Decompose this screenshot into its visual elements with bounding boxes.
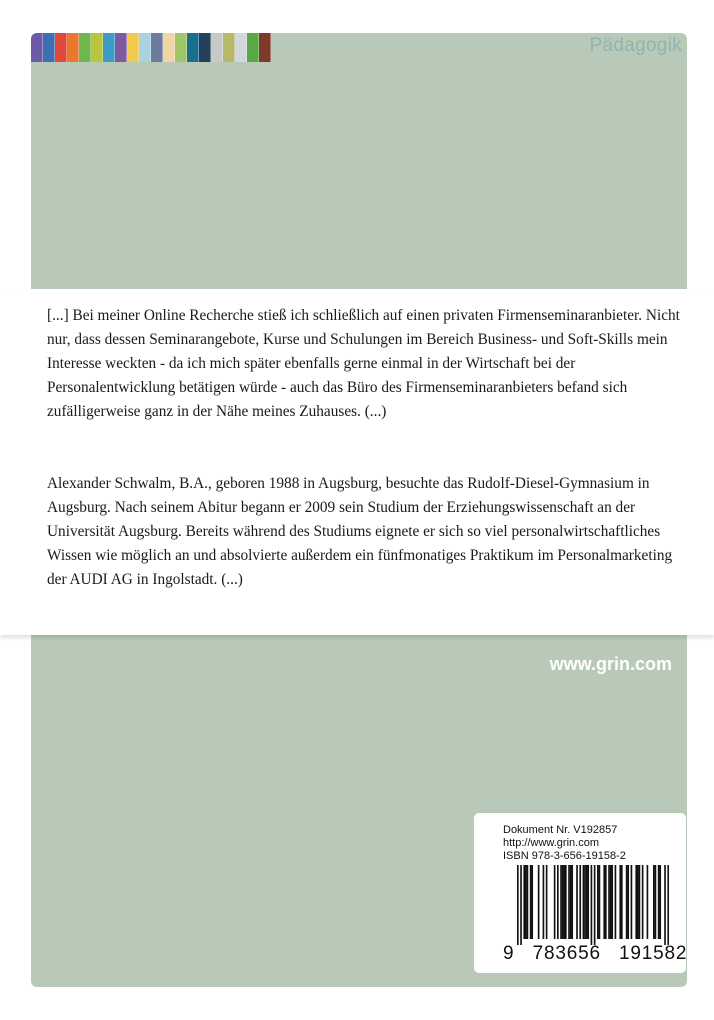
isbn-url: http://www.grin.com <box>503 837 599 849</box>
barcode-bar <box>517 865 519 945</box>
barcode-bar <box>664 865 666 945</box>
barcode-bar <box>605 865 607 939</box>
blurb-paragraph-excerpt: [...] Bei meiner Online Recherche stieß ich schließlich auf einen privaten Firmenseminaranbieter. Nicht nur, dass dessen Seminarangebote, Kurse und Schulungen im Bereich Business- und Soft-Skills mein Interesse weckten - da ich mich später ebenfalls gerne einmal in der Wirtschaft bei der Personalentwicklung betätigen würde - auch das Büro des Firmenseminaranbieters befand sich zufälligerweise ganz in der Nähe meines Zuhauses. (...) <box>47 307 680 420</box>
color-stripe <box>175 33 187 62</box>
color-stripe <box>67 33 79 62</box>
barcode-bar <box>527 865 529 939</box>
color-stripe <box>247 33 259 62</box>
barcode-bar <box>603 865 605 939</box>
barcode-bar <box>653 865 655 939</box>
isbn-box <box>474 813 686 973</box>
color-stripe <box>127 33 139 62</box>
barcode-bar <box>579 865 581 939</box>
barcode-bar <box>571 865 573 939</box>
barcode-bar <box>563 865 565 939</box>
barcode-bar <box>621 865 623 939</box>
barcode-bar <box>642 865 644 939</box>
barcode-bar <box>631 865 633 939</box>
barcode-bar <box>655 865 657 939</box>
document-number: Dokument Nr. V192857 <box>503 824 618 836</box>
barcode-bar <box>530 865 532 939</box>
color-stripe <box>43 33 55 62</box>
barcode <box>517 865 669 945</box>
barcode-bar <box>546 865 548 939</box>
barcode-bar <box>647 865 649 939</box>
color-stripe-band <box>31 33 271 62</box>
color-stripe <box>199 33 211 62</box>
barcode-bar <box>523 865 525 939</box>
color-stripe <box>91 33 103 62</box>
barcode-bar <box>560 865 562 939</box>
barcode-bar <box>637 865 639 939</box>
barcode-bar <box>619 865 621 939</box>
barcode-bar <box>543 865 545 939</box>
barcode-bar <box>626 865 628 939</box>
barcode-bar <box>597 865 599 939</box>
barcode-bar <box>635 865 637 939</box>
category-label: Pädagogik <box>589 35 682 56</box>
color-stripe <box>235 33 247 62</box>
barcode-bar <box>531 865 533 939</box>
barcode-bar <box>576 865 578 939</box>
barcode-bar <box>639 865 641 939</box>
barcode-bar <box>568 865 570 939</box>
barcode-bar <box>599 865 601 939</box>
barcode-bar <box>584 865 586 939</box>
color-stripe <box>187 33 199 62</box>
barcode-bar <box>627 865 629 939</box>
color-stripe <box>103 33 115 62</box>
color-stripe <box>151 33 163 62</box>
barcode-bar <box>587 865 589 939</box>
publisher-url[interactable]: www.grin.com <box>549 654 672 674</box>
barcode-bar <box>570 865 572 939</box>
color-stripe <box>55 33 67 62</box>
color-stripe <box>223 33 235 62</box>
barcode-bar <box>611 865 613 939</box>
barcode-bar <box>520 865 522 945</box>
barcode-bar <box>583 865 585 939</box>
color-stripe <box>259 33 271 62</box>
blurb-paragraph-author: Alexander Schwalm, B.A., geboren 1988 in Augsburg, besuchte das Rudolf-Diesel-Gymnasium in Augsburg. Nach seinem Abitur begann er 2009 sein Studium der Erziehungswissenschaft an der Universität Augsburg. Bereits während des Studiums eignete er sich so viel personalwirtschaftliches Wissen wie möglich an und absolvierte außerdem ein fünfmonatiges Praktikum im Personalmarketing der AUDI AG in Ingolstadt. (...) <box>47 475 673 588</box>
color-stripe <box>163 33 175 62</box>
barcode-bar <box>586 865 588 939</box>
color-stripe <box>139 33 151 62</box>
color-stripe <box>31 33 43 62</box>
barcode-bar <box>557 865 559 939</box>
barcode-digits: 9 783656 191582 <box>503 943 688 964</box>
color-stripe <box>211 33 223 62</box>
blurb-panel <box>0 289 714 635</box>
isbn-number: ISBN 978-3-656-19158-2 <box>503 850 626 862</box>
barcode-bar <box>591 865 593 945</box>
barcode-bar <box>565 865 567 939</box>
barcode-bar <box>610 865 612 939</box>
barcode-bar <box>659 865 661 939</box>
barcode-bar <box>525 865 527 939</box>
barcode-bar <box>658 865 660 939</box>
color-stripe <box>79 33 91 62</box>
barcode-bar <box>554 865 556 939</box>
barcode-bar <box>615 865 617 939</box>
color-stripe <box>115 33 127 62</box>
barcode-bar <box>538 865 540 939</box>
barcode-bar <box>594 865 596 945</box>
barcode-bar <box>608 865 610 939</box>
barcode-bar <box>667 865 669 945</box>
barcode-bar <box>562 865 564 939</box>
